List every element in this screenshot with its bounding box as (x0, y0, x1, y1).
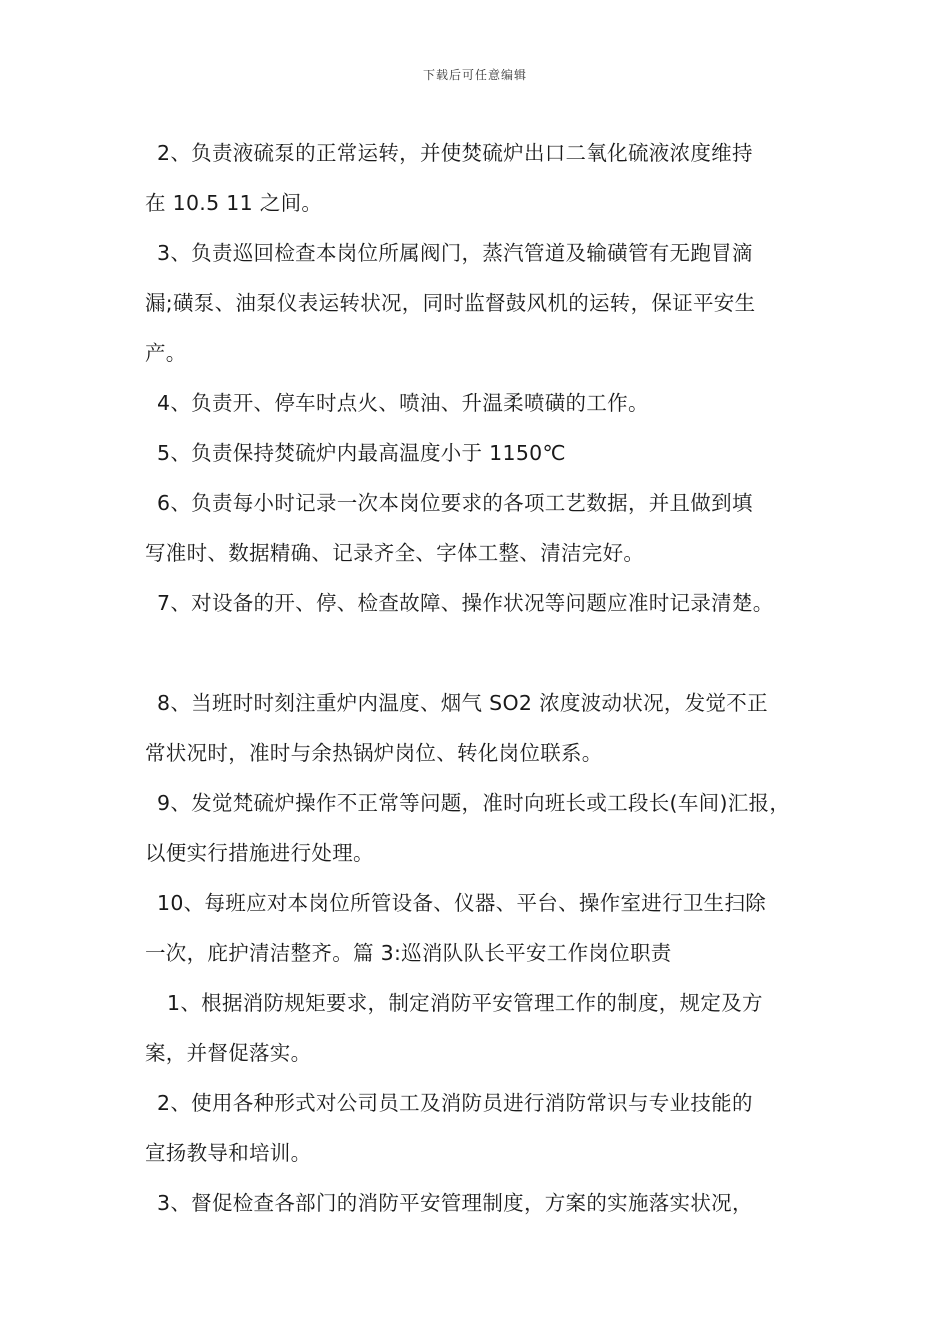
text-line: 常状况时，准时与余热锅炉岗位、转化岗位联系。 (145, 741, 603, 765)
text-line: 宣扬教导和培训。 (145, 1141, 312, 1165)
text-line: 3、负责巡回检查本岗位所属阀门，蒸汽管道及输磺管有无跑冒滴 (157, 241, 753, 265)
text-line: 以便实行措施进行处理。 (145, 841, 374, 865)
text-line: 写准时、数据精确、记录齐全、字体工整、清洁完好。 (145, 541, 645, 565)
text-line: 3、督促检查各部门的消防平安管理制度，方案的实施落实状况， (157, 1191, 753, 1215)
text-line: 2、使用各种形式对公司员工及消防员进行消防常识与专业技能的 (157, 1091, 753, 1115)
text-line: 8、当班时时刻注重炉内温度、烟气 SO2 浓度波动状况，发觉不正 (157, 691, 768, 715)
text-line: 1、根据消防规矩要求，制定消防平安管理工作的制度，规定及方 (167, 991, 763, 1015)
text-line: 一次，庇护清洁整齐。篇 3:巡消队队长平安工作岗位职责 (145, 941, 672, 965)
text-line: 7、对设备的开、停、检查故障、操作状况等问题应准时记录清楚。 (157, 591, 774, 615)
text-line: 2、负责液硫泵的正常运转，并使焚硫炉出口二氧化硫液浓度维持 (157, 141, 753, 165)
text-line: 4、负责开、停车时点火、喷油、升温柔喷磺的工作。 (157, 391, 649, 415)
text-line: 9、发觉梵硫炉操作不正常等问题，准时向班长或工段长(车间)汇报， (157, 791, 791, 815)
text-line: 产。 (145, 341, 187, 365)
text-line: 10、每班应对本岗位所管设备、仪器、平台、操作室进行卫生扫除 (157, 891, 767, 915)
text-line: 5、负责保持焚硫炉内最高温度小于 1150℃ (157, 441, 566, 465)
text-line: 6、负责每小时记录一次本岗位要求的各项工艺数据，并且做到填 (157, 491, 753, 515)
document-body (145, 128, 825, 1228)
page-header: 下载后可任意编辑 (422, 68, 527, 82)
text-line: 漏;磺泵、油泵仪表运转状况，同时监督鼓风机的运转，保证平安生 (145, 291, 756, 315)
text-line: 案，并督促落实。 (145, 1041, 312, 1065)
text-line: 在 10.5 11 之间。 (145, 191, 323, 215)
blank-line (145, 628, 825, 678)
